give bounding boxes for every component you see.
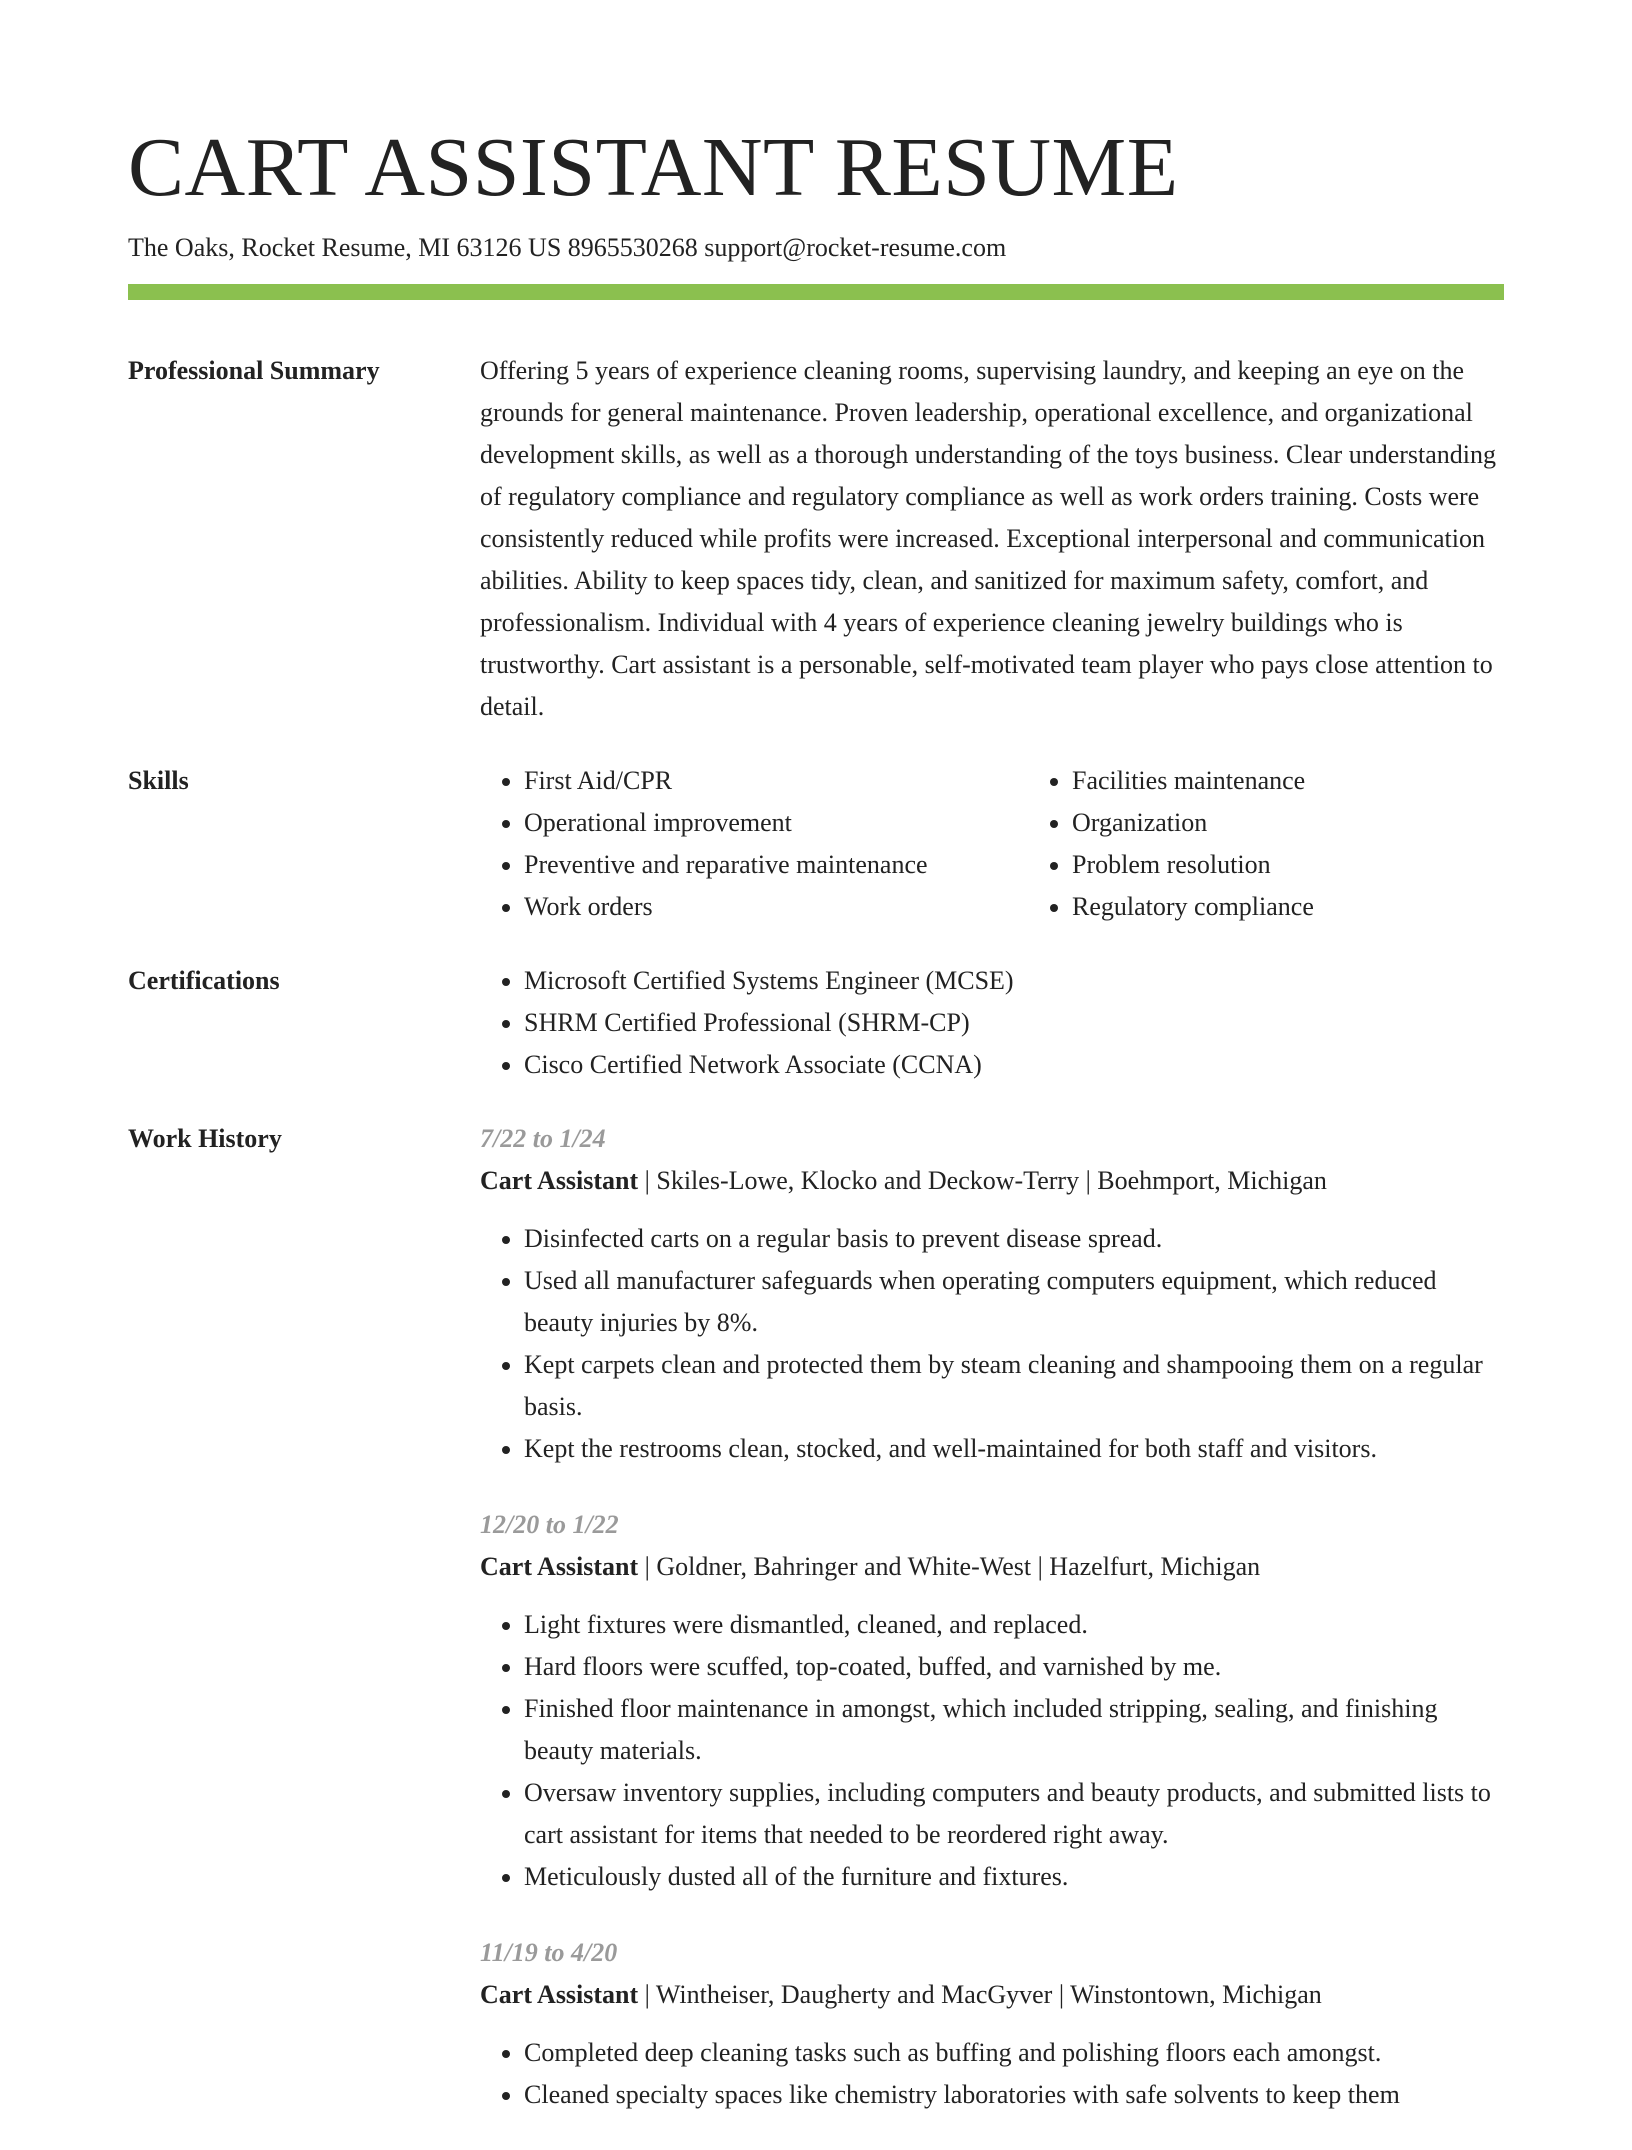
certifications-body bbox=[480, 960, 1504, 1086]
skill-item: • Preventive and reparative maintenance bbox=[524, 844, 1028, 886]
contact-line: The Oaks, Rocket Resume, MI 63126 US 8965530268 support@rocket-resume.com bbox=[128, 233, 1007, 262]
job-employer-location: | Wintheiser, Daugherty and MacGyver | Winstontown, Michigan bbox=[638, 1980, 1322, 2009]
job-bullet: • Meticulously dusted all of the furniture and fixtures. bbox=[524, 1856, 1504, 1898]
job-entry bbox=[480, 1118, 1504, 1470]
job-bullet: • Completed deep cleaning tasks such as buffing and polishing floors each amongst. bbox=[524, 2032, 1504, 2074]
certification-item: • Cisco Certified Network Associate (CCNA) bbox=[524, 1044, 1504, 1086]
job-bullet: • Kept the restrooms clean, stocked, and well-maintained for both staff and visitors. bbox=[524, 1428, 1504, 1470]
job-heading bbox=[480, 1974, 1504, 2016]
job-employer-location: | Goldner, Bahringer and White-West | Hazelfurt, Michigan bbox=[638, 1552, 1261, 1581]
resume-page bbox=[128, 118, 1504, 2150]
job-entry bbox=[480, 1504, 1504, 1898]
job-bullet: • Cleaned specialty spaces like chemistry laboratories with safe solvents to keep them bbox=[524, 2074, 1504, 2116]
skill-item: • Organization bbox=[1072, 802, 1504, 844]
skill-item: • First Aid/CPR bbox=[524, 760, 1028, 802]
section-label-skills: Skills bbox=[128, 766, 189, 795]
certification-item: • SHRM Certified Professional (SHRM-CP) bbox=[524, 1002, 1504, 1044]
work-history-section bbox=[128, 1118, 1504, 2150]
skills-section bbox=[128, 760, 1504, 928]
job-bullet: • Finished floor maintenance in amongst, which included stripping, sealing, and finishing beauty materials. bbox=[524, 1688, 1504, 1772]
job-heading bbox=[480, 1546, 1504, 1588]
job-bullet-list bbox=[480, 1604, 1504, 1898]
job-bullet: • Oversaw inventory supplies, including computers and beauty products, and submitted lists to cart assistant for items that needed to be reordered right away. bbox=[524, 1772, 1504, 1856]
summary-text: Offering 5 years of experience cleaning rooms, supervising laundry, and keeping an eye on the grounds for general maintenance. Proven leadership, operational excellence, and organizational development skills, as well as a thorough understanding of the toys business. Clear understanding of regulatory compliance and regulatory compliance as well as work orders training. Costs were consistently reduced while profits were increased. Exceptional interpersonal and communication abilities. Ability to keep spaces tidy, clean, and sanitized for maximum safety, comfort, and professionalism. Individual with 4 years of experience cleaning jewelry buildings who is trustworthy. Cart assistant is a personable, self-motivated team player who pays close attention to detail. bbox=[480, 356, 1496, 721]
section-label-summary: Professional Summary bbox=[128, 356, 380, 385]
certifications-section bbox=[128, 960, 1504, 1086]
job-bullet-list bbox=[480, 1218, 1504, 1470]
job-role: Cart Assistant bbox=[480, 1980, 639, 2009]
job-heading bbox=[480, 1160, 1504, 1202]
summary-section bbox=[128, 350, 1504, 728]
resume-title: CART ASSISTANT RESUME bbox=[128, 121, 1179, 214]
section-label-work-history: Work History bbox=[128, 1124, 282, 1153]
skill-item: • Facilities maintenance bbox=[1072, 760, 1504, 802]
work-history-body bbox=[480, 1118, 1504, 2150]
job-bullet: • Used all manufacturer safeguards when operating computers equipment, which reduced beauty injuries by 8%. bbox=[524, 1260, 1504, 1344]
job-employer-location: | Skiles-Lowe, Klocko and Deckow-Terry | Boehmport, Michigan bbox=[638, 1166, 1327, 1195]
job-entry bbox=[480, 1932, 1504, 2116]
skills-column-right bbox=[1028, 760, 1504, 928]
certifications-list bbox=[480, 960, 1504, 1086]
job-dates: 12/20 to 1/22 bbox=[480, 1510, 619, 1539]
section-label-certifications: Certifications bbox=[128, 966, 280, 995]
job-bullet: • Light fixtures were dismantled, cleaned, and replaced. bbox=[524, 1604, 1504, 1646]
job-bullet: • Disinfected carts on a regular basis to prevent disease spread. bbox=[524, 1218, 1504, 1260]
certification-item: • Microsoft Certified Systems Engineer (MCSE) bbox=[524, 960, 1504, 1002]
skill-item: • Operational improvement bbox=[524, 802, 1028, 844]
skills-column-left bbox=[480, 760, 1028, 928]
skill-item: • Regulatory compliance bbox=[1072, 886, 1504, 928]
skills-grid bbox=[480, 760, 1504, 928]
job-role: Cart Assistant bbox=[480, 1166, 639, 1195]
job-dates: 7/22 to 1/24 bbox=[480, 1124, 606, 1153]
job-bullet: • Kept carpets clean and protected them by steam cleaning and shampooing them on a regular basis. bbox=[524, 1344, 1504, 1428]
skill-item: • Work orders bbox=[524, 886, 1028, 928]
job-dates: 11/19 to 4/20 bbox=[480, 1938, 618, 1967]
job-bullet: • Hard floors were scuffed, top-coated, buffed, and varnished by me. bbox=[524, 1646, 1504, 1688]
accent-divider bbox=[128, 284, 1504, 300]
skill-item: • Problem resolution bbox=[1072, 844, 1504, 886]
job-bullet-list bbox=[480, 2032, 1504, 2116]
job-role: Cart Assistant bbox=[480, 1552, 639, 1581]
